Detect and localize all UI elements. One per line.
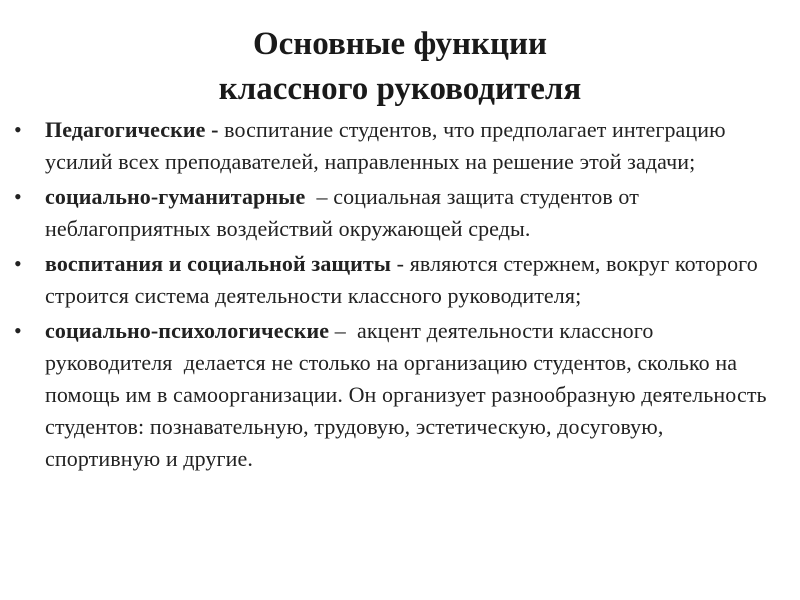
item-term: социально-гуманитарные bbox=[45, 184, 306, 209]
item-term: воспитания и социальной защиты bbox=[45, 251, 392, 276]
title-line-2: классного руководителя bbox=[218, 71, 582, 107]
function-list bbox=[14, 114, 784, 478]
item-text: - являются стержнем, вокруг которого строится система деятельности классного руководителя; bbox=[45, 251, 758, 308]
item-text: – социальная защита студентов от неблагоприятных воздействий окружающей среды. bbox=[45, 184, 645, 241]
item-term: социально-психологические bbox=[45, 318, 330, 343]
title-line-1: Основные функции bbox=[252, 26, 548, 62]
slide-title bbox=[0, 22, 800, 112]
list-item-upbringing-protection bbox=[14, 248, 784, 312]
item-text: – акцент деятельности классного руководителя делается не столько на организацию студентов, сколько на помощь им в самоорганизации. Он организует разнообразную деятельность студентов: познавательную, трудовую, эстетическую, досуговую, спортивную и другие. bbox=[45, 318, 773, 471]
item-text: воспитание студентов, что предполагает интеграцию усилий всех преподавателей, направленных на решение этой задачи; bbox=[45, 117, 726, 174]
item-term: Педагогические - bbox=[45, 117, 219, 142]
bullet-icon: • bbox=[14, 251, 22, 276]
bullet-icon: • bbox=[14, 184, 22, 209]
list-item-pedagogical bbox=[14, 114, 784, 178]
bullet-icon: • bbox=[14, 318, 22, 343]
list-item-social-humanitarian bbox=[14, 181, 784, 245]
list-item-social-psychological bbox=[14, 315, 784, 475]
bullet-icon: • bbox=[14, 117, 22, 142]
